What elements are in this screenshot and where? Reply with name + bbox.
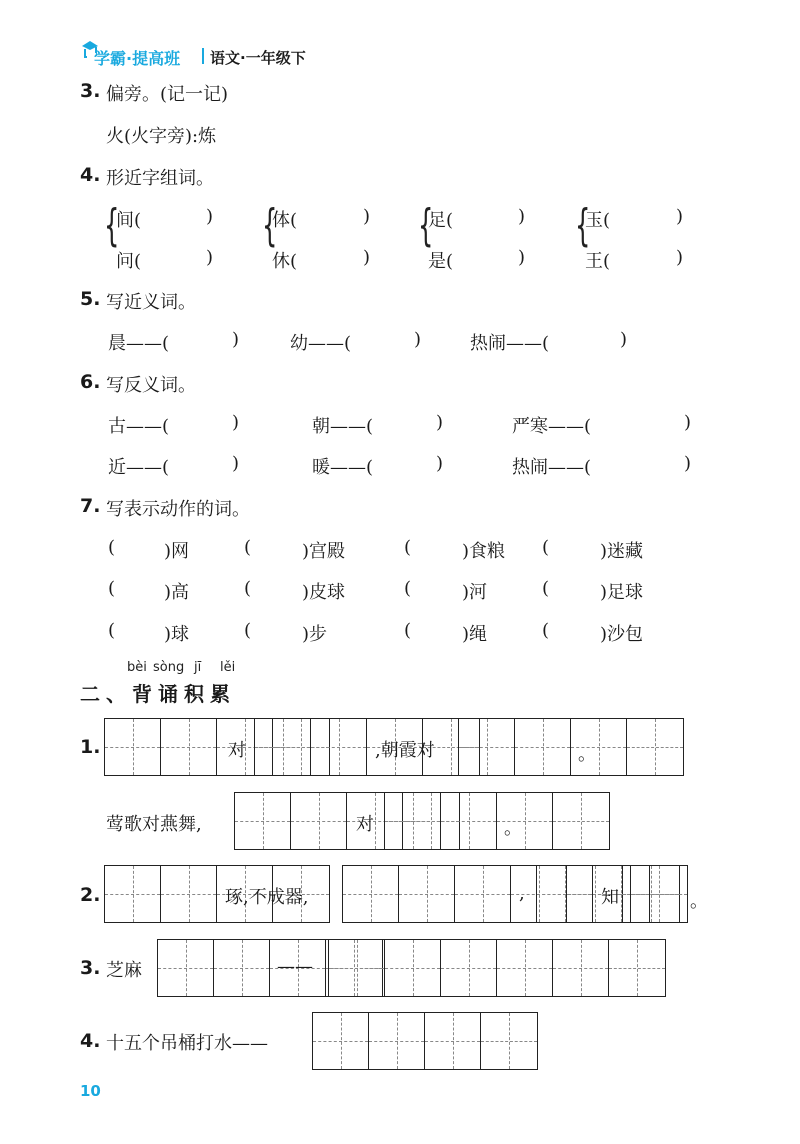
q6-row1-item-3: 严寒——( bbox=[512, 416, 592, 437]
header-subject: 语文·一年级下 bbox=[210, 49, 306, 67]
q7-r3-c4: )沙包 bbox=[600, 624, 644, 645]
r2-text-1: 琢,不成器, bbox=[225, 887, 309, 908]
q4-group4-top-close: ) bbox=[676, 206, 684, 227]
q4-group3-top-close: ) bbox=[518, 206, 526, 227]
q4-number: 4. bbox=[80, 164, 101, 186]
q7-r2-c3-open: ( bbox=[404, 578, 412, 599]
q4-title: 形近字组词。 bbox=[106, 168, 214, 189]
q3-number: 3. bbox=[80, 80, 101, 102]
r2-text-2: , bbox=[519, 883, 525, 904]
q4-group1-bottom-close: ) bbox=[206, 247, 214, 268]
r1-text-3: 。 bbox=[578, 744, 596, 765]
q5-title: 写近义词。 bbox=[106, 292, 196, 313]
q6-row2-item-2-close: ) bbox=[436, 453, 444, 474]
q6-row2-item-2: 暖——( bbox=[312, 457, 374, 478]
q5-item-3-close: ) bbox=[620, 329, 628, 350]
q4-group2-bottom: 休( bbox=[272, 251, 298, 272]
q7-r2-c1: )高 bbox=[164, 582, 190, 603]
q5-item-3: 热闹——( bbox=[470, 333, 550, 354]
r1-line2-text: 莺歌对燕舞, bbox=[106, 814, 202, 835]
q7-r3-c2: )步 bbox=[302, 624, 328, 645]
header-divider bbox=[202, 48, 204, 64]
q4-brace-2: { bbox=[262, 200, 278, 251]
q6-row1-item-2: 朝——( bbox=[312, 416, 374, 437]
q7-r1-c1-open: ( bbox=[108, 537, 116, 558]
r4-number: 4. bbox=[80, 1030, 101, 1052]
q7-r3-c3: )绳 bbox=[462, 624, 488, 645]
q7-r2-c3: )河 bbox=[462, 582, 488, 603]
q4-group1-bottom: 问( bbox=[116, 251, 142, 272]
q7-r1-c2: )宫殿 bbox=[302, 541, 346, 562]
q7-r3-c2-open: ( bbox=[244, 620, 252, 641]
q7-number: 7. bbox=[80, 495, 101, 517]
q6-row2-item-3-close: ) bbox=[684, 453, 692, 474]
r1-writing-grid-5[interactable] bbox=[384, 792, 610, 850]
r1-writing-grid-3[interactable] bbox=[458, 718, 684, 776]
r1-text-2: ,朝霞对 bbox=[375, 740, 435, 761]
q6-row2-item-1-close: ) bbox=[232, 453, 240, 474]
q7-title: 写表示动作的词。 bbox=[106, 499, 250, 520]
q7-r1-c1: )网 bbox=[164, 541, 190, 562]
q7-r1-c3-open: ( bbox=[404, 537, 412, 558]
q4-group2-top-close: ) bbox=[363, 206, 371, 227]
q3-title: 偏旁。(记一记) bbox=[106, 84, 229, 105]
q7-r2-c1-open: ( bbox=[108, 578, 116, 599]
section2-pinyin-1: bèi bbox=[127, 660, 147, 675]
r4-text-1: 十五个吊桶打水—— bbox=[106, 1033, 268, 1054]
q4-group3-bottom: 是( bbox=[428, 251, 454, 272]
q5-number: 5. bbox=[80, 288, 101, 310]
q6-row2-item-1: 近——( bbox=[108, 457, 170, 478]
q4-brace-4: { bbox=[575, 200, 591, 251]
r3-text-1: 芝麻 bbox=[106, 960, 142, 981]
q6-row1-item-1-close: ) bbox=[232, 412, 240, 433]
r1-text-4: 对 bbox=[356, 814, 374, 835]
header-brand: 学霸·提高班 bbox=[94, 49, 181, 68]
q5-item-1: 晨——( bbox=[108, 333, 170, 354]
r1-text-1: 对 bbox=[228, 740, 246, 761]
q7-r2-c4-open: ( bbox=[542, 578, 550, 599]
q5-item-1-close: ) bbox=[232, 329, 240, 350]
q7-r3-c3-open: ( bbox=[404, 620, 412, 641]
q4-group2-bottom-close: ) bbox=[363, 247, 371, 268]
q7-r1-c4: )迷藏 bbox=[600, 541, 644, 562]
q4-group3-top: 足( bbox=[428, 210, 454, 231]
q4-group4-bottom: 王( bbox=[585, 251, 611, 272]
r4-writing-grid-1[interactable] bbox=[312, 1012, 538, 1070]
q4-group2-top: 体( bbox=[272, 210, 298, 231]
section2-pinyin-2: sòng bbox=[153, 660, 185, 675]
q7-r3-c1: )球 bbox=[164, 624, 190, 645]
q7-r3-c4-open: ( bbox=[542, 620, 550, 641]
r3-writing-grid-2[interactable] bbox=[328, 939, 666, 997]
q7-r1-c2-open: ( bbox=[244, 537, 252, 558]
q7-r1-c4-open: ( bbox=[542, 537, 550, 558]
r3-text-2: —— bbox=[277, 956, 313, 977]
section2-pinyin-4: lěi bbox=[220, 660, 236, 675]
r2-writing-grid-4[interactable] bbox=[630, 865, 688, 923]
q4-group3-bottom-close: ) bbox=[518, 247, 526, 268]
q4-brace-3: { bbox=[418, 200, 434, 251]
q6-row1-item-2-close: ) bbox=[436, 412, 444, 433]
page-number: 10 bbox=[80, 1082, 101, 1100]
q7-r2-c2-open: ( bbox=[244, 578, 252, 599]
r2-number: 2. bbox=[80, 884, 101, 906]
r2-text-3: 知 bbox=[601, 887, 619, 908]
q4-group1-top-close: ) bbox=[206, 206, 214, 227]
q7-r3-c1-open: ( bbox=[108, 620, 116, 641]
q4-group4-top: 玉( bbox=[585, 210, 611, 231]
q7-r1-c3: )食粮 bbox=[462, 541, 506, 562]
q4-group4-bottom-close: ) bbox=[676, 247, 684, 268]
section2-pinyin-3: jī bbox=[194, 660, 202, 675]
q6-row2-item-3: 热闹——( bbox=[512, 457, 592, 478]
r1-text-5: 。 bbox=[504, 818, 522, 839]
r2-text-4: 。 bbox=[690, 891, 708, 912]
q7-r2-c2: )皮球 bbox=[302, 582, 346, 603]
q5-item-2: 幼——( bbox=[290, 333, 352, 354]
q6-row1-item-1: 古——( bbox=[108, 416, 170, 437]
q4-brace-1: { bbox=[104, 200, 120, 251]
q3-content: 火(火字旁):炼 bbox=[106, 126, 217, 147]
r1-number: 1. bbox=[80, 736, 101, 758]
r1-writing-grid-2[interactable] bbox=[254, 718, 480, 776]
q6-row1-item-3-close: ) bbox=[684, 412, 692, 433]
q6-number: 6. bbox=[80, 371, 101, 393]
r3-number: 3. bbox=[80, 957, 101, 979]
q5-item-2-close: ) bbox=[414, 329, 422, 350]
q7-r2-c4: )足球 bbox=[600, 582, 644, 603]
q6-title: 写反义词。 bbox=[106, 375, 196, 396]
q4-group1-top: 间( bbox=[116, 210, 142, 231]
section2-title: 二、背诵积累 bbox=[80, 682, 236, 706]
